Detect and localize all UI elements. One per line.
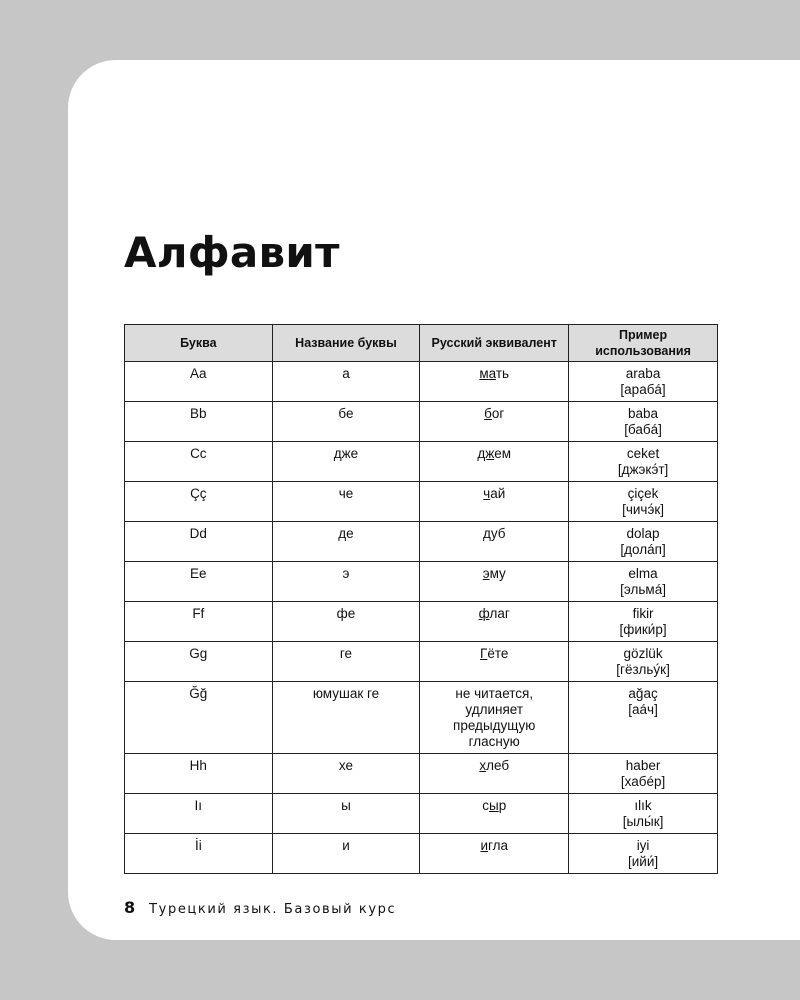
cell-letter: Ff	[125, 602, 273, 642]
cell-letter-name: а	[272, 362, 420, 402]
cell-russian-equivalent	[420, 362, 569, 402]
cell-usage-example	[569, 442, 718, 482]
cell-letter: Çç	[125, 482, 273, 522]
example-transcription: [бабá]	[624, 422, 662, 437]
equivalent-text: леб	[486, 758, 510, 773]
equivalent-highlight: ф	[478, 606, 490, 621]
equivalent-text: гла	[487, 838, 508, 853]
cell-usage-example	[569, 562, 718, 602]
equivalent-text: ть	[495, 366, 510, 381]
table-row	[125, 362, 718, 402]
cell-letter-name: хе	[272, 754, 420, 794]
example-transcription: [гёзльу́к]	[616, 662, 670, 677]
table-row	[125, 442, 718, 482]
equivalent-highlight: дж	[477, 446, 495, 461]
equivalent-highlight: Г	[480, 646, 488, 661]
table-row	[125, 522, 718, 562]
cell-letter: Bb	[125, 402, 273, 442]
equivalent-text: уб	[490, 526, 506, 541]
cell-usage-example	[569, 362, 718, 402]
table-row	[125, 402, 718, 442]
cell-usage-example	[569, 682, 718, 754]
cell-usage-example	[569, 794, 718, 834]
equivalent-highlight: и	[480, 838, 488, 853]
cell-usage-example	[569, 642, 718, 682]
equivalent-text: ем	[494, 446, 512, 461]
cell-letter-name: бе	[272, 402, 420, 442]
equivalent-highlight: м	[479, 366, 489, 381]
example-transcription: [аáч]	[628, 702, 658, 717]
cell-usage-example	[569, 754, 718, 794]
cell-letter-name: ге	[272, 642, 420, 682]
equivalent-text: ай	[490, 486, 506, 501]
book-page	[68, 60, 800, 940]
cell-letter-name: э	[272, 562, 420, 602]
equivalent-line: предыдущую	[453, 718, 536, 733]
example-transcription: [чичэ́к]	[622, 502, 665, 517]
equivalent-highlight: ч	[483, 486, 491, 501]
equivalent-highlight: а	[488, 366, 496, 381]
equivalent-line: удлиняет	[465, 702, 524, 717]
cell-usage-example	[569, 602, 718, 642]
example-word: gözlük	[623, 646, 663, 661]
header-letter-name: Название буквы	[272, 325, 420, 362]
table-row	[125, 562, 718, 602]
example-word: araba	[625, 366, 661, 381]
cell-letter-name: юмушак ге	[272, 682, 420, 754]
cell-russian-equivalent	[420, 834, 569, 874]
table-row	[125, 682, 718, 754]
cell-usage-example	[569, 522, 718, 562]
cell-letter: İi	[125, 834, 273, 874]
equivalent-highlight: х	[479, 758, 487, 773]
cell-letter-name: ы	[272, 794, 420, 834]
header-usage-example: Пример использования	[569, 325, 718, 362]
equivalent-text: лаг	[489, 606, 510, 621]
cell-letter-name: фе	[272, 602, 420, 642]
example-transcription: [арабá]	[620, 382, 666, 397]
example-word: elma	[628, 566, 658, 581]
cell-letter: Iı	[125, 794, 273, 834]
page-title: Алфавит	[124, 228, 340, 277]
header-letter: Буква	[125, 325, 273, 362]
cell-letter-name: дже	[272, 442, 420, 482]
table-row	[125, 602, 718, 642]
example-word: çiçek	[627, 486, 659, 501]
equivalent-text: му	[489, 566, 506, 581]
example-transcription: [эльмá]	[620, 582, 666, 597]
example-word: fikir	[632, 606, 654, 621]
cell-letter: Hh	[125, 754, 273, 794]
equivalent-text: р	[498, 798, 507, 813]
cell-letter-name: де	[272, 522, 420, 562]
page-number: 8	[124, 898, 136, 917]
example-transcription: [ийи́]	[628, 854, 659, 869]
cell-russian-equivalent	[420, 442, 569, 482]
example-word: ılık	[634, 798, 652, 813]
cell-letter: Gg	[125, 642, 273, 682]
cell-russian-equivalent	[420, 482, 569, 522]
example-word: dolap	[626, 526, 660, 541]
equivalent-text: с	[482, 798, 489, 813]
equivalent-line: не читается,	[455, 686, 534, 701]
equivalent-text: ёте	[487, 646, 509, 661]
cell-usage-example	[569, 482, 718, 522]
equivalent-text: ог	[491, 406, 505, 421]
equivalent-highlight: ы	[488, 798, 499, 813]
table-row	[125, 642, 718, 682]
cell-russian-equivalent	[420, 402, 569, 442]
header-russian-equivalent: Русский эквивалент	[420, 325, 569, 362]
book-title: Турецкий язык. Базовый курс	[149, 902, 397, 917]
equivalent-highlight: д	[482, 526, 491, 541]
cell-russian-equivalent	[420, 562, 569, 602]
table-header-row	[125, 325, 718, 362]
cell-letter: Aa	[125, 362, 273, 402]
example-word: iyi	[636, 838, 650, 853]
cell-letter: Cc	[125, 442, 273, 482]
table-row	[125, 794, 718, 834]
cell-russian-equivalent	[420, 794, 569, 834]
example-word: ceket	[626, 446, 660, 461]
cell-letter: Ee	[125, 562, 273, 602]
equivalent-highlight: э	[482, 566, 490, 581]
example-transcription: [джэкэ́т]	[617, 462, 669, 477]
cell-letter-name: и	[272, 834, 420, 874]
cell-russian-equivalent	[420, 682, 569, 754]
example-word: baba	[628, 406, 659, 421]
equivalent-line: гласную	[468, 734, 520, 749]
cell-russian-equivalent	[420, 522, 569, 562]
equivalent-highlight: б	[484, 406, 492, 421]
example-word: haber	[625, 758, 661, 773]
page-footer	[124, 898, 396, 917]
cell-letter: Ğğ	[125, 682, 273, 754]
example-transcription: [фики́р]	[619, 622, 667, 637]
example-word: ağaç	[628, 686, 658, 701]
example-transcription: [хабéр]	[620, 774, 666, 789]
cell-russian-equivalent	[420, 754, 569, 794]
cell-usage-example	[569, 834, 718, 874]
cell-russian-equivalent	[420, 642, 569, 682]
example-transcription: [долáп]	[620, 542, 666, 557]
example-transcription: [ылы́к]	[622, 814, 664, 829]
cell-letter: Dd	[125, 522, 273, 562]
table-row	[125, 482, 718, 522]
table-row	[125, 834, 718, 874]
cell-letter-name: че	[272, 482, 420, 522]
cell-russian-equivalent	[420, 602, 569, 642]
table-row	[125, 754, 718, 794]
alphabet-table	[124, 324, 718, 874]
cell-usage-example	[569, 402, 718, 442]
